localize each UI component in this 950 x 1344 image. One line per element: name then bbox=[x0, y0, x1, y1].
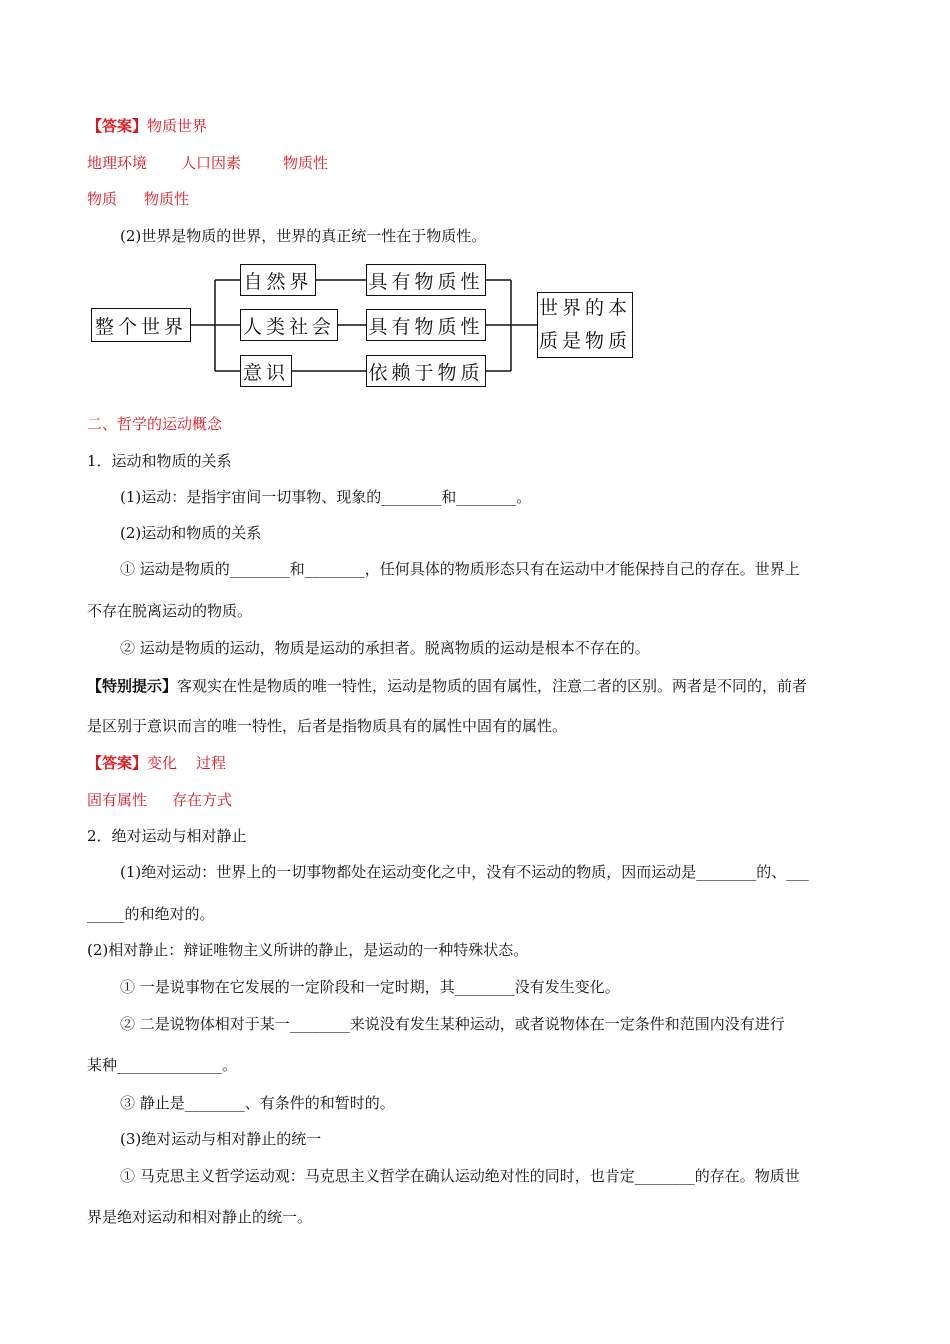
answer-item: 物质性 bbox=[283, 154, 329, 172]
answer-item: 存在方式 bbox=[172, 791, 233, 809]
diagram-nature-box: 自然界 bbox=[240, 264, 316, 296]
answer-item: 变化 bbox=[147, 754, 178, 772]
tip-line2: 是区别于意识而言的唯一特性，后者是指物质具有的属性中固有的属性。 bbox=[87, 717, 568, 735]
s2-p1b: _____的和绝对的。 bbox=[87, 905, 215, 923]
s1-p2: (2)运动和物质的关系 bbox=[120, 524, 262, 542]
s1-p1: (1)运动：是指宇宙间一切事物、现象的________和________。 bbox=[120, 488, 532, 506]
answer-item: 固有属性 bbox=[87, 791, 148, 809]
answer-text: 物质世界 bbox=[147, 117, 208, 135]
diagram-consciousness-box: 意识 bbox=[240, 355, 292, 387]
diagram-prop-box: 具有物质性 bbox=[366, 264, 486, 296]
s2-p6: (3)绝对运动与相对静止的统一 bbox=[120, 1130, 322, 1148]
diagram-result-line: 世界的本 bbox=[538, 297, 631, 319]
answer2-line2 bbox=[87, 789, 232, 811]
diagram-prop-box: 依赖于物质 bbox=[366, 355, 486, 387]
answer-tag: 【答案】 bbox=[87, 754, 148, 772]
s2-title: 2．绝对运动与相对静止 bbox=[87, 827, 247, 845]
answer2-line1 bbox=[87, 752, 226, 774]
diagram-result-box bbox=[537, 292, 633, 358]
s2-p5: ③ 静止是________、有条件的和暂时的。 bbox=[120, 1094, 395, 1112]
s2-p7a: ① 马克思主义哲学运动观：马克思主义哲学在确认运动绝对性的同时，也肯定________的存在。物质世 bbox=[120, 1167, 800, 1185]
answer-item: 物质 bbox=[87, 190, 118, 208]
s1-p3b: 不存在脱离运动的物质。 bbox=[87, 602, 253, 620]
s2-p3: ① 一是说事物在它发展的一定阶段和一定时期，其________没有发生变化。 bbox=[120, 978, 620, 996]
tip-tag: 【特别提示】 bbox=[87, 677, 178, 695]
answer-item: 人口因素 bbox=[181, 154, 242, 172]
answer-item: 物质性 bbox=[144, 190, 190, 208]
s2-p4a: ② 二是说物体相对于某一________来说没有发生某种运动，或者说物体在一定条件和范围内没有进行 bbox=[120, 1015, 785, 1033]
answer-tag: 【答案】 bbox=[87, 117, 148, 135]
s1-p4: ② 运动是物质的运动，物质是运动的承担者。脱离物质的运动是根本不存在的。 bbox=[120, 639, 650, 657]
s2-p4b: 某种______________。 bbox=[87, 1056, 238, 1074]
s2-p7b: 界是绝对运动和相对静止的统一。 bbox=[87, 1208, 313, 1226]
para-world: (2)世界是物质的世界，世界的真正统一性在于物质性。 bbox=[120, 227, 487, 245]
section2-title: 二、哲学的运动概念 bbox=[87, 415, 223, 433]
answer-item: 过程 bbox=[196, 754, 227, 772]
s1-title: 1．运动和物质的关系 bbox=[87, 452, 232, 470]
s1-p3a: ① 运动是物质的________和________，任何具体的物质形态只有在运动中才能保持自己的存在。世界上 bbox=[120, 560, 800, 578]
diagram-society-box: 人类社会 bbox=[240, 309, 338, 341]
diagram-result-line: 质是物质 bbox=[538, 330, 631, 352]
tip-text: 客观实在性是物质的唯一特性，运动是物质的固有属性，注意二者的区别。两者是不同的，前者 bbox=[177, 677, 808, 695]
diagram-prop-box: 具有物质性 bbox=[366, 309, 486, 341]
diagram-root-box: 整个世界 bbox=[91, 308, 191, 342]
tip-line1 bbox=[87, 675, 807, 697]
s2-p1a: (1)绝对运动：世界上的一切事物都处在运动变化之中，没有不运动的物质，因而运动是________的、___ bbox=[120, 863, 809, 881]
s2-p2: (2)相对静止：辩证唯物主义所讲的静止，是运动的一种特殊状态。 bbox=[87, 941, 529, 959]
answer-item: 地理环境 bbox=[87, 154, 148, 172]
